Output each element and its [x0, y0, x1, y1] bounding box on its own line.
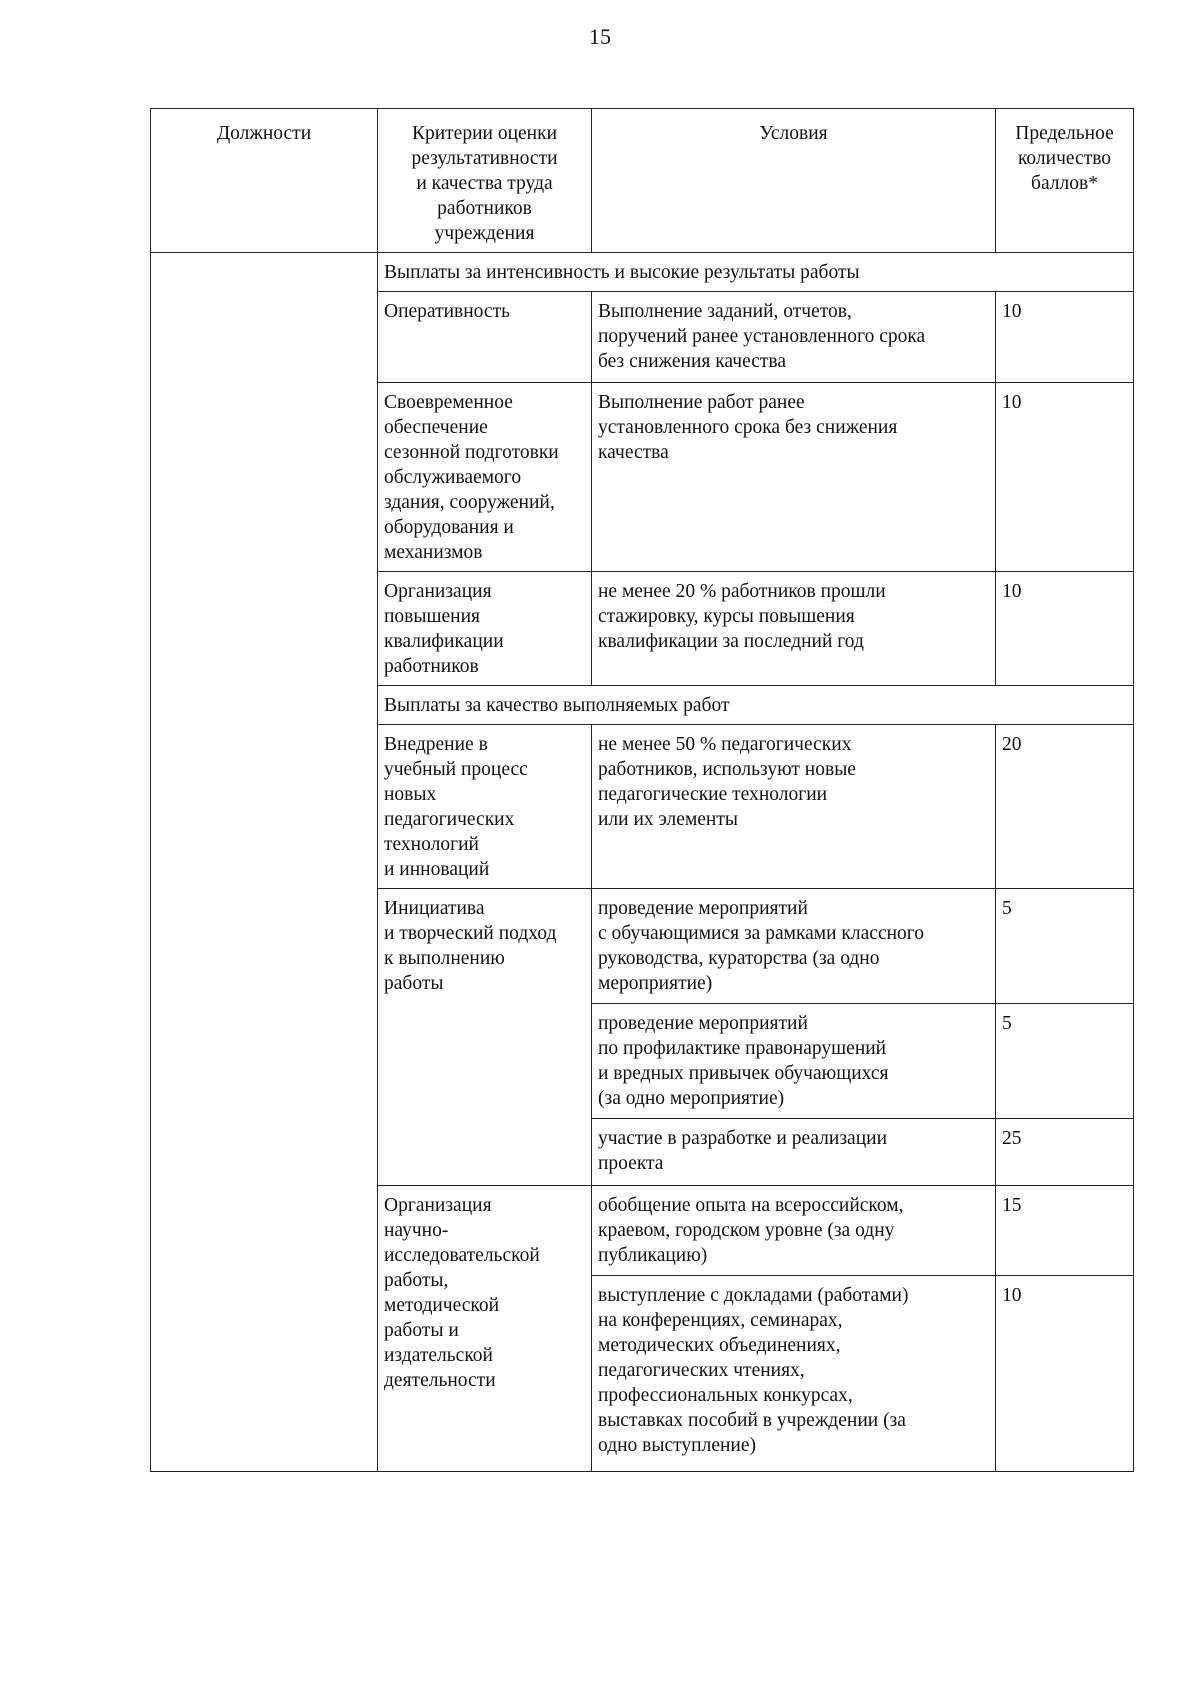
table-header-row — [151, 109, 1134, 253]
points-cell: 5 — [996, 889, 1134, 1004]
header-position: Должности — [151, 109, 378, 253]
header-conditions: Условия — [592, 109, 996, 253]
condition-cell: не менее 50 % педагогических работников, используют новые педагогические технологии или их элементы — [592, 725, 996, 889]
criterion-cell: Организация повышения квалификации работников — [378, 572, 592, 686]
points-cell: 15 — [996, 1186, 1134, 1276]
criterion-cell: Оперативность — [378, 292, 592, 383]
condition-cell: проведение мероприятий по профилактике правонарушений и вредных привычек обучающихся (за одно мероприятие) — [592, 1004, 996, 1119]
points-cell: 20 — [996, 725, 1134, 889]
section-row-intensity — [151, 253, 1134, 292]
points-cell: 10 — [996, 383, 1134, 572]
criterion-cell-research: Организация научно- исследовательской работы, методической работы и издательской деятельности — [378, 1186, 592, 1472]
points-cell: 5 — [996, 1004, 1134, 1119]
header-criteria: Критерии оценки результативности и качества труда работников учреждения — [378, 109, 592, 253]
points-cell: 10 — [996, 1276, 1134, 1472]
criterion-cell-initiative: Инициатива и творческий подход к выполнению работы — [378, 889, 592, 1186]
condition-cell: обобщение опыта на всероссийском, краевом, городском уровне (за одну публикацию) — [592, 1186, 996, 1276]
condition-cell: участие в разработке и реализации проекта — [592, 1119, 996, 1186]
page-number: 15 — [589, 24, 611, 49]
section-title-quality: Выплаты за качество выполняемых работ — [378, 686, 1134, 725]
points-cell: 25 — [996, 1119, 1134, 1186]
points-cell: 10 — [996, 572, 1134, 686]
criterion-cell: Своевременное обеспечение сезонной подготовки обслуживаемого здания, сооружений, оборудования и механизмов — [378, 383, 592, 572]
points-cell: 10 — [996, 292, 1134, 383]
criteria-table — [150, 108, 1134, 1472]
condition-cell: не менее 20 % работников прошли стажировку, курсы повышения квалификации за последний год — [592, 572, 996, 686]
condition-cell: выступление с докладами (работами) на конференциях, семинарах, методических объединениях, педагогических чтениях, профессиональных конкурсах, выставках пособий в учреждении (за одно выступление) — [592, 1276, 996, 1472]
criterion-cell: Внедрение в учебный процесс новых педагогических технологий и инноваций — [378, 725, 592, 889]
condition-cell: проведение мероприятий с обучающимися за рамками классного руководства, кураторства (за одно мероприятие) — [592, 889, 996, 1004]
header-points: Предельное количество баллов* — [996, 109, 1134, 253]
section-title-intensity: Выплаты за интенсивность и высокие результаты работы — [378, 253, 1134, 292]
condition-cell: Выполнение работ ранее установленного срока без снижения качества — [592, 383, 996, 572]
condition-cell: Выполнение заданий, отчетов, поручений ранее установленного срока без снижения качества — [592, 292, 996, 383]
position-cell — [151, 253, 378, 1472]
